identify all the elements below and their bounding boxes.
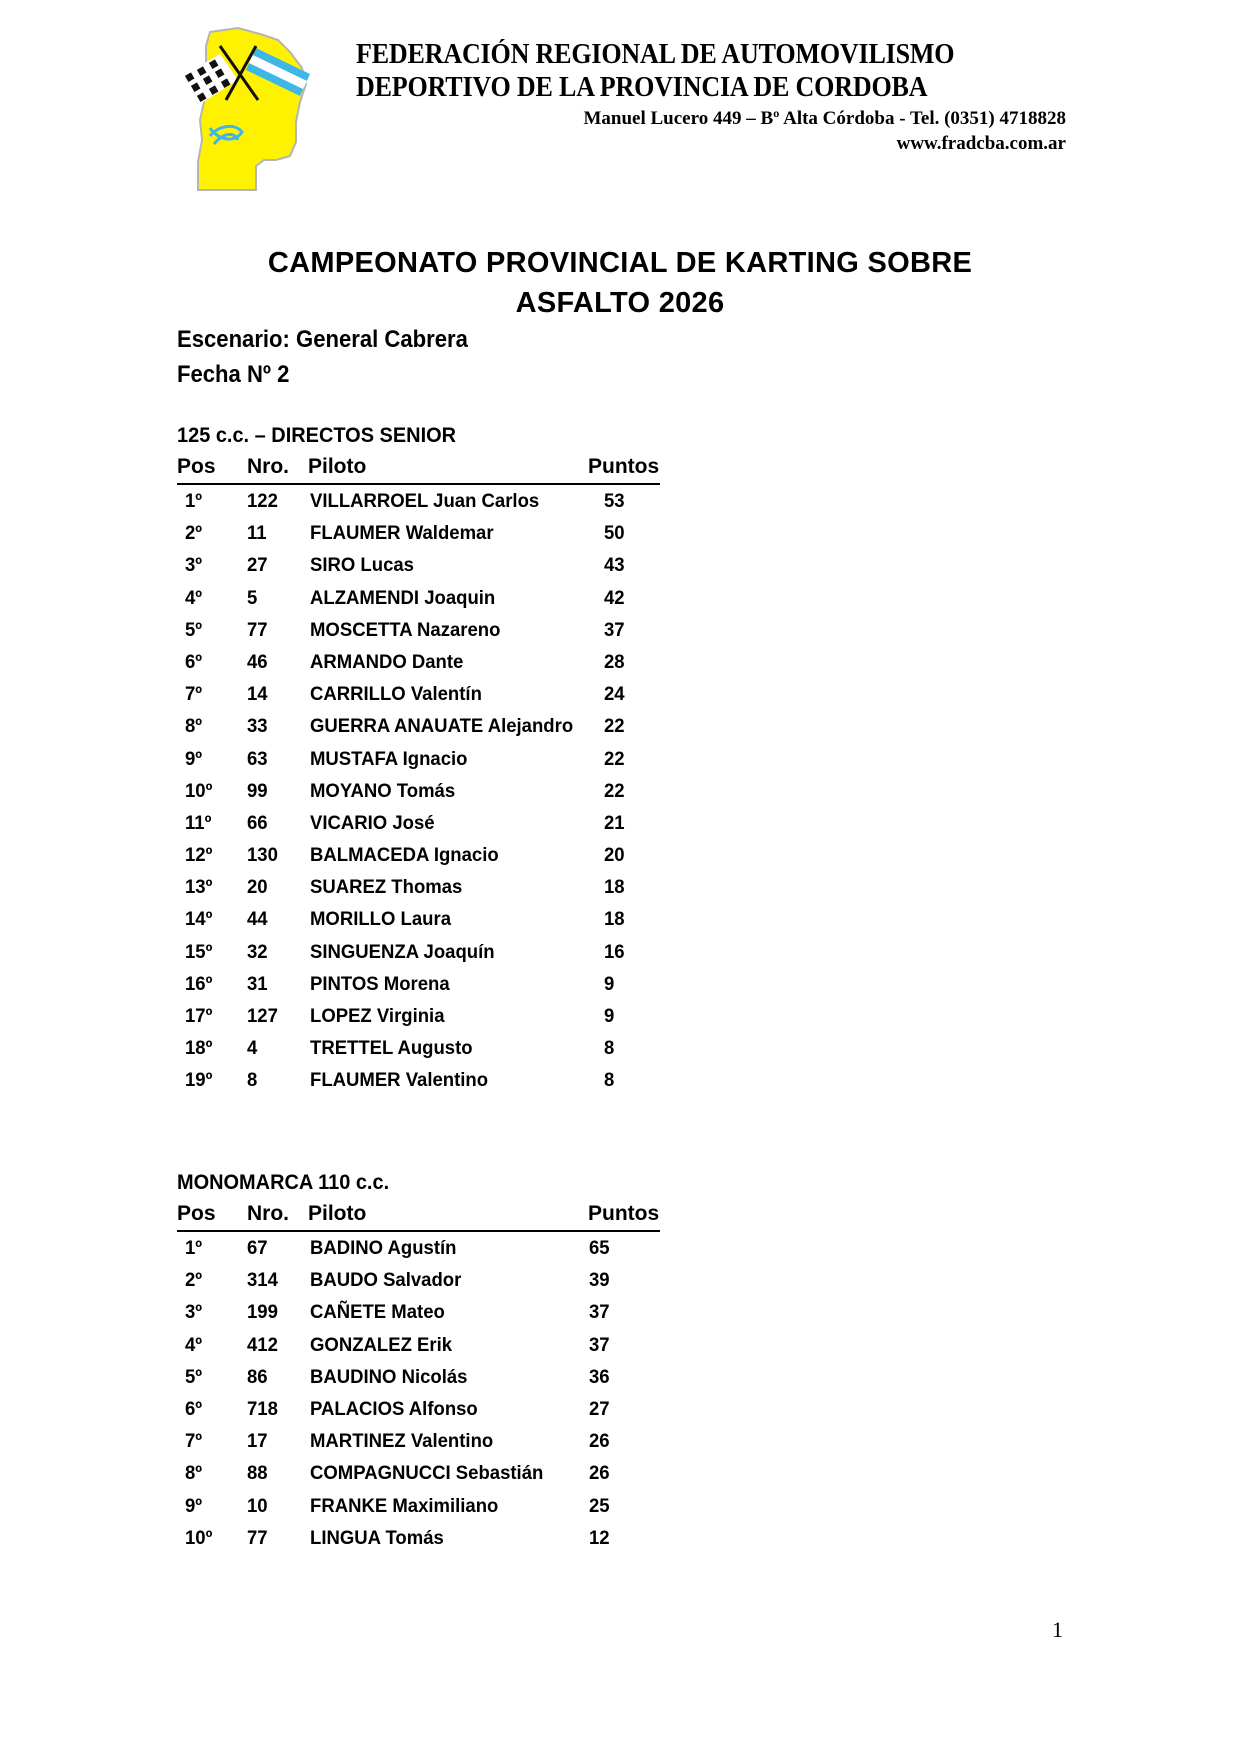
- points-cell: 42: [604, 586, 625, 609]
- position-cell: 6º: [185, 1397, 203, 1420]
- driver-name-cell: MUSTAFA Ignacio: [310, 747, 468, 770]
- kart-number-cell: 77: [247, 618, 268, 641]
- table-row: [177, 871, 660, 903]
- col-header-piloto: Piloto: [308, 455, 367, 478]
- standings-table-directos-senior: [177, 453, 660, 1097]
- points-cell: 9: [604, 1005, 615, 1027]
- table-row: [177, 1296, 660, 1328]
- driver-name-cell: SINGUENZA Joaquín: [310, 940, 495, 963]
- kart-number-cell: 5: [247, 586, 258, 609]
- driver-name-cell: CARRILLO Valentín: [310, 683, 482, 706]
- kart-number-cell: 314: [247, 1269, 278, 1292]
- driver-name-cell: BAUDINO Nicolás: [310, 1365, 468, 1388]
- org-name-line1: FEDERACIÓN REGIONAL DE AUTOMOVILISMO: [356, 39, 955, 70]
- document-title: [170, 243, 1070, 323]
- points-cell: 26: [589, 1430, 610, 1453]
- section-title-directos-senior: 125 c.c. – DIRECTOS SENIOR: [177, 424, 457, 447]
- points-cell: 21: [604, 811, 625, 834]
- kart-number-cell: 8: [247, 1069, 258, 1092]
- col-header-nro: Nro.: [247, 455, 289, 478]
- position-cell: 9º: [185, 747, 203, 770]
- points-cell: 8: [604, 1037, 615, 1060]
- points-cell: 65: [589, 1237, 610, 1259]
- driver-name-cell: CAÑETE Mateo: [310, 1301, 445, 1324]
- driver-name-cell: GUERRA ANAUATE Alejandro: [310, 715, 574, 738]
- table-body: [177, 1232, 660, 1554]
- organization-header: [356, 38, 1066, 156]
- kart-number-cell: 10: [247, 1494, 268, 1517]
- driver-name-cell: ARMANDO Dante: [310, 650, 464, 673]
- table-header: [177, 1200, 660, 1232]
- driver-name-cell: VICARIO José: [310, 811, 435, 834]
- table-row: [177, 549, 660, 581]
- kart-number-cell: 67: [247, 1237, 268, 1259]
- table-row: [177, 1490, 660, 1522]
- driver-name-cell: SUAREZ Thomas: [310, 876, 463, 899]
- round-label: Fecha Nº 2: [177, 361, 290, 388]
- position-cell: 5º: [185, 618, 203, 641]
- points-cell: 36: [589, 1365, 610, 1388]
- standings-table-monomarca: [177, 1200, 660, 1554]
- position-cell: 19º: [185, 1069, 213, 1092]
- col-header-piloto: Piloto: [308, 1202, 367, 1225]
- driver-name-cell: BALMACEDA Ignacio: [310, 844, 499, 867]
- driver-name-cell: MOYANO Tomás: [310, 779, 456, 802]
- position-cell: 10º: [185, 1526, 213, 1549]
- org-name-line2: DEPORTIVO DE LA PROVINCIA DE CORDOBA: [356, 72, 928, 103]
- driver-name-cell: GONZALEZ Erik: [310, 1333, 453, 1356]
- position-cell: 14º: [185, 908, 213, 931]
- kart-number-cell: 412: [247, 1333, 278, 1356]
- points-cell: 37: [589, 1301, 610, 1324]
- points-cell: 27: [589, 1397, 610, 1420]
- points-cell: 22: [604, 747, 625, 770]
- table-row: [177, 582, 660, 614]
- position-cell: 17º: [185, 1005, 213, 1027]
- table-header: [177, 453, 660, 485]
- driver-name-cell: COMPAGNUCCI Sebastián: [310, 1462, 544, 1485]
- driver-name-cell: PALACIOS Alfonso: [310, 1397, 478, 1420]
- position-cell: 11º: [185, 811, 212, 834]
- table-row: [177, 775, 660, 807]
- col-header-nro: Nro.: [247, 1202, 289, 1225]
- points-cell: 24: [604, 683, 625, 706]
- kart-number-cell: 66: [247, 811, 268, 834]
- kart-number-cell: 32: [247, 940, 268, 963]
- kart-number-cell: 14: [247, 683, 268, 706]
- driver-name-cell: ALZAMENDI Joaquin: [310, 586, 496, 609]
- position-cell: 8º: [185, 715, 203, 738]
- points-cell: 28: [604, 650, 625, 673]
- table-row: [177, 1032, 660, 1064]
- position-cell: 8º: [185, 1462, 203, 1485]
- table-row: [177, 1064, 660, 1096]
- table-row: [177, 1000, 660, 1032]
- points-cell: 18: [604, 876, 625, 899]
- points-cell: 43: [604, 554, 625, 577]
- kart-number-cell: 130: [247, 844, 278, 867]
- position-cell: 7º: [185, 683, 203, 706]
- points-cell: 18: [604, 908, 625, 931]
- table-row: [177, 646, 660, 678]
- points-cell: 12: [589, 1526, 610, 1549]
- col-header-puntos: Puntos: [588, 455, 660, 478]
- position-cell: 1º: [185, 1237, 203, 1259]
- position-cell: 15º: [185, 940, 213, 963]
- driver-name-cell: TRETTEL Augusto: [310, 1037, 473, 1060]
- driver-name-cell: BADINO Agustín: [310, 1237, 457, 1259]
- table-row: [177, 743, 660, 775]
- page-number: 1: [1052, 1617, 1063, 1642]
- driver-name-cell: SIRO Lucas: [310, 554, 414, 577]
- kart-number-cell: 44: [247, 908, 268, 931]
- position-cell: 2º: [185, 522, 203, 545]
- kart-number-cell: 63: [247, 747, 268, 770]
- org-website: www.fradcba.com.ar: [896, 133, 1066, 154]
- position-cell: 13º: [185, 876, 213, 899]
- table-row: [177, 936, 660, 968]
- driver-name-cell: VILLARROEL Juan Carlos: [310, 490, 540, 512]
- position-cell: 3º: [185, 1301, 203, 1324]
- driver-name-cell: FLAUMER Waldemar: [310, 522, 494, 545]
- venue-label: Escenario: General Cabrera: [177, 326, 468, 353]
- kart-number-cell: 4: [247, 1037, 258, 1060]
- table-row: [177, 968, 660, 1000]
- points-cell: 26: [589, 1462, 610, 1485]
- title-line2: ASFALTO 2026: [515, 287, 725, 319]
- kart-number-cell: 199: [247, 1301, 278, 1324]
- kart-number-cell: 46: [247, 650, 268, 673]
- driver-name-cell: PINTOS Morena: [310, 972, 450, 995]
- table-row: [177, 839, 660, 871]
- position-cell: 18º: [185, 1037, 213, 1060]
- table-row: [177, 1425, 660, 1457]
- points-cell: 39: [589, 1269, 610, 1292]
- kart-number-cell: 77: [247, 1526, 268, 1549]
- col-header-pos: Pos: [177, 1202, 216, 1225]
- table-row: [177, 1264, 660, 1296]
- table-row: [177, 1522, 660, 1554]
- position-cell: 6º: [185, 650, 203, 673]
- col-header-puntos: Puntos: [588, 1202, 660, 1225]
- kart-number-cell: 20: [247, 876, 268, 899]
- points-cell: 9: [604, 972, 615, 995]
- federation-logo-icon: [180, 24, 320, 196]
- points-cell: 20: [604, 844, 625, 867]
- table-row: [177, 1393, 660, 1425]
- points-cell: 53: [604, 490, 625, 512]
- position-cell: 4º: [185, 1333, 203, 1356]
- kart-number-cell: 718: [247, 1397, 278, 1420]
- driver-name-cell: LOPEZ Virginia: [310, 1005, 445, 1027]
- position-cell: 2º: [185, 1269, 203, 1292]
- kart-number-cell: 99: [247, 779, 268, 802]
- position-cell: 7º: [185, 1430, 203, 1453]
- section-title-monomarca: MONOMARCA 110 c.c.: [177, 1171, 390, 1194]
- kart-number-cell: 33: [247, 715, 268, 738]
- kart-number-cell: 27: [247, 554, 268, 577]
- driver-name-cell: FRANKE Maximiliano: [310, 1494, 499, 1517]
- table-row: [177, 485, 660, 517]
- driver-name-cell: MOSCETTA Nazareno: [310, 618, 501, 641]
- points-cell: 22: [604, 715, 625, 738]
- table-row: [177, 1232, 660, 1264]
- position-cell: 9º: [185, 1494, 203, 1517]
- kart-number-cell: 86: [247, 1365, 268, 1388]
- driver-name-cell: LINGUA Tomás: [310, 1526, 444, 1549]
- points-cell: 8: [604, 1069, 615, 1092]
- position-cell: 16º: [185, 972, 213, 995]
- points-cell: 50: [604, 522, 625, 545]
- table-row: [177, 1457, 660, 1489]
- table-row: [177, 1361, 660, 1393]
- points-cell: 16: [604, 940, 625, 963]
- org-address: Manuel Lucero 449 – Bº Alta Córdoba - Tel. (0351) 4718828: [583, 108, 1066, 129]
- kart-number-cell: 17: [247, 1430, 268, 1453]
- table-row: [177, 807, 660, 839]
- kart-number-cell: 88: [247, 1462, 268, 1485]
- table-row: [177, 1329, 660, 1361]
- driver-name-cell: MARTINEZ Valentino: [310, 1430, 494, 1453]
- kart-number-cell: 31: [247, 972, 268, 995]
- points-cell: 22: [604, 779, 625, 802]
- points-cell: 37: [604, 618, 625, 641]
- kart-number-cell: 127: [247, 1005, 278, 1027]
- col-header-pos: Pos: [177, 455, 216, 478]
- kart-number-cell: 11: [247, 522, 267, 545]
- table-row: [177, 903, 660, 935]
- position-cell: 10º: [185, 779, 213, 802]
- position-cell: 5º: [185, 1365, 203, 1388]
- points-cell: 37: [589, 1333, 610, 1356]
- driver-name-cell: FLAUMER Valentino: [310, 1069, 489, 1092]
- position-cell: 12º: [185, 844, 213, 867]
- position-cell: 4º: [185, 586, 203, 609]
- table-row: [177, 614, 660, 646]
- table-row: [177, 678, 660, 710]
- kart-number-cell: 122: [247, 490, 278, 512]
- position-cell: 1º: [185, 490, 203, 512]
- table-row: [177, 517, 660, 549]
- title-line1: CAMPEONATO PROVINCIAL DE KARTING SOBRE: [267, 247, 973, 279]
- driver-name-cell: MORILLO Laura: [310, 908, 452, 931]
- position-cell: 3º: [185, 554, 203, 577]
- table-body: [177, 485, 660, 1097]
- points-cell: 25: [589, 1494, 610, 1517]
- table-row: [177, 710, 660, 742]
- driver-name-cell: BAUDO Salvador: [310, 1269, 462, 1292]
